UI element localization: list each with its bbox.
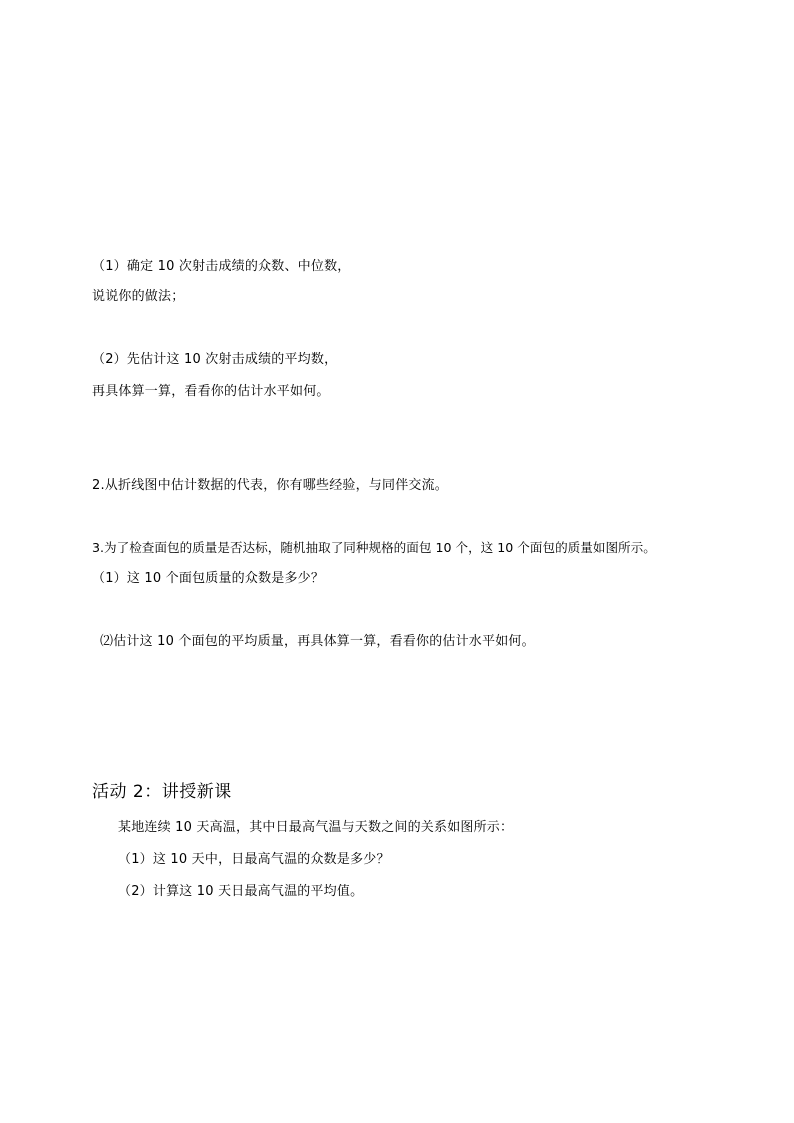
activity-2-question-2: （2）计算这 10 天日最高气温的平均值。: [118, 884, 364, 899]
question-2-line-1: （2）先估计这 10 次射击成绩的平均数，: [92, 352, 338, 367]
item-2-text: 2.从折线图中估计数据的代表，你有哪些经验，与同伴交流。: [92, 478, 449, 493]
activity-2-question-1: （1）这 10 天中，日最高气温的众数是多少？: [118, 852, 390, 867]
item-3-text: 3.为了检查面包的质量是否达标，随机抽取了同种规格的面包 10 个，这 10 个面包的质量如图所示。: [92, 540, 656, 555]
item-3-question-1: （1）这 10 个面包质量的众数是多少？: [92, 571, 325, 586]
activity-2-heading: 活动 2：讲授新课: [92, 782, 232, 802]
question-2-line-2: 再具体算一算，看看你的估计水平如何。: [92, 384, 330, 399]
item-3-question-2: ⑵估计这 10 个面包的平均质量，再具体算一算，看看你的估计水平如何。: [100, 634, 535, 649]
question-1-line-1: （1）确定 10 次射击成绩的众数、中位数，: [92, 259, 351, 274]
question-1-line-2: 说说你的做法；: [92, 289, 185, 304]
activity-2-intro: 某地连续 10 天高温，其中日最高气温与天数之间的关系如图所示：: [118, 820, 514, 835]
